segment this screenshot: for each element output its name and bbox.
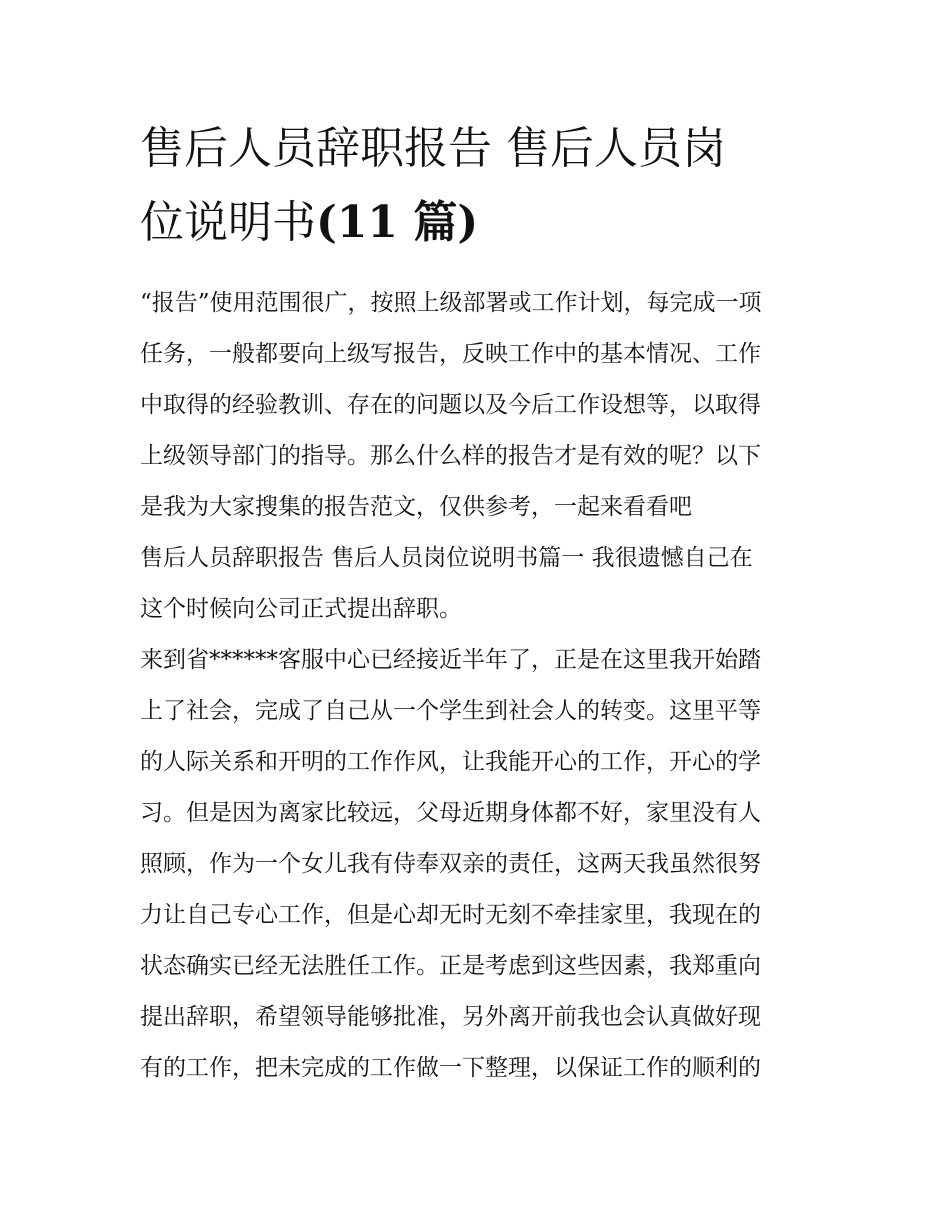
text-line: 来到省******客服中心已经接近半年了，正是在这里我开始踏	[140, 647, 761, 673]
title-line: 售后人员辞职报告 售后人员岗	[140, 123, 726, 174]
text-line: 状态确实已经无法胜任工作。正是考虑到这些因素，我郑重向	[140, 953, 761, 979]
text-line: 习。但是因为离家比较远，父母近期身体都不好，家里没有人	[140, 800, 761, 826]
title-line	[140, 186, 820, 260]
text-line: 任务，一般都要向上级写报告，反映工作中的基本情况、工作	[140, 341, 761, 367]
document-title	[140, 112, 820, 260]
text-line: 中取得的经验教训、存在的问题以及今后工作设想等，以取得	[140, 392, 761, 418]
text-line: 上级领导部门的指导。那么什么样的报告才是有效的呢？以下	[140, 443, 761, 469]
text-line: 这个时候向公司正式提出辞职。	[140, 596, 462, 622]
text-line: 有的工作，把未完成的工作做一下整理，以保证工作的顺利的	[140, 1055, 761, 1081]
title-line-text: 位说明书	[140, 197, 316, 248]
text-line: 上了社会，完成了自己从一个学生到社会人的转变。这里平等	[140, 698, 761, 724]
intro-paragraph	[140, 278, 820, 533]
text-line: 是我为大家搜集的报告范文，仅供参考，一起来看看吧	[140, 494, 692, 520]
text-line: 提出辞职，希望领导能够批准，另外离开前我也会认真做好现	[140, 1004, 761, 1030]
text-line: 力让自己专心工作，但是心却无时无刻不牵挂家里，我现在的	[140, 902, 761, 928]
section-heading-paragraph	[140, 533, 820, 635]
text-line: 售后人员辞职报告 售后人员岗位说明书篇一 我很遗憾自己在	[140, 545, 753, 571]
document-body	[140, 278, 820, 1094]
text-line: 照顾，作为一个女儿我有侍奉双亲的责任，这两天我虽然很努	[140, 851, 761, 877]
text-line: “报告”使用范围很广，按照上级部署或工作计划，每完成一项	[140, 290, 762, 316]
title-count: (11 篇)	[316, 197, 479, 248]
body-paragraph	[140, 635, 820, 1094]
text-line: 的人际关系和开明的工作作风，让我能开心的工作，开心的学	[140, 749, 761, 775]
